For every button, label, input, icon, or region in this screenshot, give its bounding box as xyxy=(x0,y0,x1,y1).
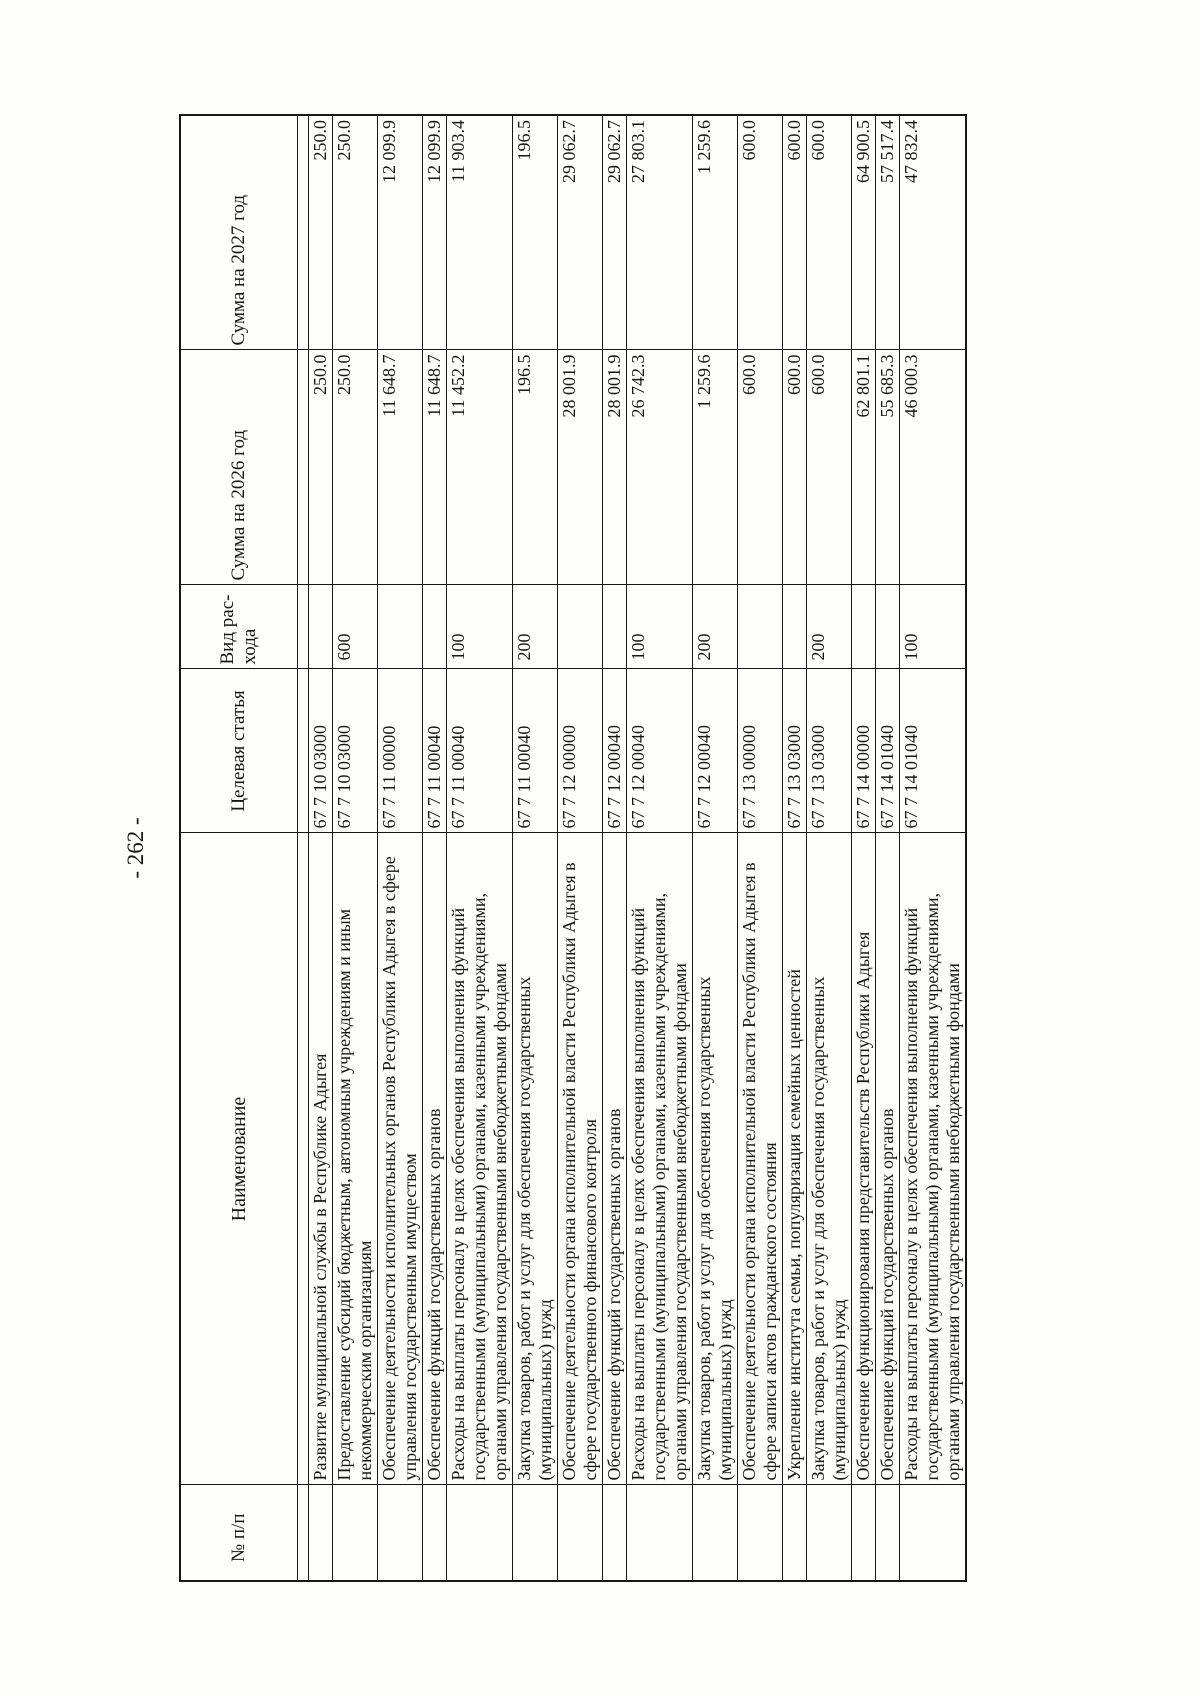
table-row xyxy=(447,115,513,1581)
cell-name: Расходы на выплаты персоналу в целях обеспечения выполнения функций государственными (муниципальными) органами, казенными учреждениями, органами управления государственными внебюджетными фондами xyxy=(447,833,513,1485)
cell-kind xyxy=(603,585,627,669)
col-header-num: № п/п xyxy=(180,1485,298,1581)
cell-num xyxy=(900,1485,967,1581)
table-row xyxy=(900,115,967,1581)
cell-name: Обеспечение функций государственных органов xyxy=(876,833,900,1485)
cell-sum-2026: 55 685.3 xyxy=(876,350,900,585)
cell-name: Укрепление института семьи, популяризация семейных ценностей xyxy=(783,833,807,1485)
table-row xyxy=(852,115,876,1581)
cell-code: 67 7 14 01040 xyxy=(876,669,900,833)
cell-kind xyxy=(309,585,333,669)
cell-name: Обеспечение деятельности органа исполнительной власти Республики Адыгея в сфере государственного финансового контроля xyxy=(558,833,603,1485)
col-header-sum-2026: Сумма на 2026 год xyxy=(180,350,298,585)
cell-kind xyxy=(378,585,423,669)
cell-sum-2026: 250.0 xyxy=(309,350,333,585)
cell-name: Закупка товаров, работ и услуг для обеспечения государственных (муниципальных) нужд xyxy=(807,833,852,1485)
cell-sum-2026: 250.0 xyxy=(333,350,378,585)
table-header-row xyxy=(180,115,298,1581)
cell-sum-2027: 600.0 xyxy=(783,115,807,350)
cell-kind: 200 xyxy=(807,585,852,669)
table-row xyxy=(693,115,738,1581)
cell-sum-2026: 28 001.9 xyxy=(603,350,627,585)
cell-code: 67 7 12 00040 xyxy=(627,669,693,833)
cell-code: 67 7 11 00040 xyxy=(447,669,513,833)
cell-sum-2026: 62 801.1 xyxy=(852,350,876,585)
cell-code: 67 7 11 00040 xyxy=(513,669,558,833)
table-row xyxy=(378,115,423,1581)
cell-sum-2026: 46 000.3 xyxy=(900,350,967,585)
cell-code: 67 7 12 00000 xyxy=(558,669,603,833)
spacer-row xyxy=(298,115,309,1581)
cell-sum-2027: 250.0 xyxy=(309,115,333,350)
cell-num xyxy=(558,1485,603,1581)
cell-kind: 100 xyxy=(627,585,693,669)
cell-kind xyxy=(783,585,807,669)
col-header-name: Наименование xyxy=(180,833,298,1485)
cell-kind xyxy=(558,585,603,669)
cell-sum-2026: 11 648.7 xyxy=(378,350,423,585)
cell-code: 67 7 11 00000 xyxy=(378,669,423,833)
cell-code: 67 7 10 03000 xyxy=(333,669,378,833)
table-row xyxy=(558,115,603,1581)
cell-name: Обеспечение деятельности органа исполнительной власти Республики Адыгея в сфере записи актов гражданского состояния xyxy=(738,833,783,1485)
cell-name: Обеспечение деятельности исполнительных органов Республики Адыгея в сфере управления государственным имуществом xyxy=(378,833,423,1485)
table-row xyxy=(309,115,333,1581)
cell-num xyxy=(333,1485,378,1581)
cell-num xyxy=(852,1485,876,1581)
cell-sum-2026: 26 742.3 xyxy=(627,350,693,585)
cell-sum-2027: 11 903.4 xyxy=(447,115,513,350)
cell-sum-2026: 600.0 xyxy=(783,350,807,585)
table-row xyxy=(423,115,447,1581)
cell-sum-2026: 196.5 xyxy=(513,350,558,585)
cell-code: 67 7 14 01040 xyxy=(900,669,967,833)
cell-num xyxy=(876,1485,900,1581)
cell-code: 67 7 13 03000 xyxy=(783,669,807,833)
cell-code: 67 7 11 00040 xyxy=(423,669,447,833)
page-number: - 262 - xyxy=(123,817,148,879)
cell-sum-2027: 600.0 xyxy=(738,115,783,350)
cell-num xyxy=(423,1485,447,1581)
table-row xyxy=(876,115,900,1581)
cell-sum-2026: 11 648.7 xyxy=(423,350,447,585)
cell-code: 67 7 14 00000 xyxy=(852,669,876,833)
budget-table xyxy=(179,114,967,1582)
cell-num xyxy=(807,1485,852,1581)
cell-sum-2026: 28 001.9 xyxy=(558,350,603,585)
cell-sum-2027: 250.0 xyxy=(333,115,378,350)
cell-sum-2027: 64 900.5 xyxy=(852,115,876,350)
cell-name: Развитие муниципальной службы в Республике Адыгея xyxy=(309,833,333,1485)
table-row xyxy=(513,115,558,1581)
cell-sum-2027: 29 062.7 xyxy=(558,115,603,350)
col-header-code: Целевая статья xyxy=(180,669,298,833)
cell-num xyxy=(309,1485,333,1581)
cell-num xyxy=(603,1485,627,1581)
cell-name: Расходы на выплаты персоналу в целях обеспечения выполнения функций государственными (муниципальными) органами, казенными учреждениями, органами управления государственными внебюджетными фондами xyxy=(900,833,967,1485)
cell-num xyxy=(378,1485,423,1581)
cell-name: Закупка товаров, работ и услуг для обеспечения государственных (муниципальных) нужд xyxy=(513,833,558,1485)
cell-num xyxy=(783,1485,807,1581)
cell-kind xyxy=(852,585,876,669)
cell-num xyxy=(513,1485,558,1581)
cell-name: Обеспечение функционирования представительств Республики Адыгея xyxy=(852,833,876,1485)
cell-code: 67 7 13 00000 xyxy=(738,669,783,833)
table-row xyxy=(783,115,807,1581)
table-row xyxy=(333,115,378,1581)
cell-num xyxy=(627,1485,693,1581)
cell-sum-2027: 29 062.7 xyxy=(603,115,627,350)
table-row xyxy=(627,115,693,1581)
cell-kind: 100 xyxy=(900,585,967,669)
cell-kind: 100 xyxy=(447,585,513,669)
cell-sum-2027: 600.0 xyxy=(807,115,852,350)
cell-kind xyxy=(738,585,783,669)
cell-sum-2027: 27 803.1 xyxy=(627,115,693,350)
cell-name: Обеспечение функций государственных органов xyxy=(423,833,447,1485)
cell-kind: 200 xyxy=(513,585,558,669)
cell-sum-2027: 1 259.6 xyxy=(693,115,738,350)
cell-sum-2027: 47 832.4 xyxy=(900,115,967,350)
rotated-page xyxy=(121,98,1079,1598)
cell-kind: 200 xyxy=(693,585,738,669)
cell-code: 67 7 12 00040 xyxy=(693,669,738,833)
col-header-sum-2027: Сумма на 2027 год xyxy=(180,115,298,350)
table-row xyxy=(738,115,783,1581)
cell-sum-2027: 12 099.9 xyxy=(423,115,447,350)
cell-num xyxy=(693,1485,738,1581)
cell-name: Предоставление субсидий бюджетным, автономным учреждениям и иным некоммерческим организациям xyxy=(333,833,378,1485)
cell-num xyxy=(447,1485,513,1581)
cell-sum-2027: 12 099.9 xyxy=(378,115,423,350)
cell-kind xyxy=(423,585,447,669)
cell-name: Обеспечение функций государственных органов xyxy=(603,833,627,1485)
cell-name: Расходы на выплаты персоналу в целях обеспечения выполнения функций государственными (муниципальными) органами, казенными учреждениями, органами управления государственными внебюджетными фондами xyxy=(627,833,693,1485)
cell-num xyxy=(738,1485,783,1581)
cell-sum-2026: 600.0 xyxy=(807,350,852,585)
cell-sum-2027: 196.5 xyxy=(513,115,558,350)
table-body xyxy=(298,115,967,1581)
cell-sum-2026: 1 259.6 xyxy=(693,350,738,585)
cell-sum-2026: 11 452.2 xyxy=(447,350,513,585)
cell-sum-2026: 600.0 xyxy=(738,350,783,585)
table-row xyxy=(603,115,627,1581)
cell-sum-2027: 57 517.4 xyxy=(876,115,900,350)
col-header-kind: Вид рас-хода xyxy=(180,585,298,669)
cell-code: 67 7 10 03000 xyxy=(309,669,333,833)
cell-kind xyxy=(876,585,900,669)
cell-name: Закупка товаров, работ и услуг для обеспечения государственных (муниципальных) нужд xyxy=(693,833,738,1485)
cell-code: 67 7 13 03000 xyxy=(807,669,852,833)
cell-kind: 600 xyxy=(333,585,378,669)
table-row xyxy=(807,115,852,1581)
cell-code: 67 7 12 00040 xyxy=(603,669,627,833)
